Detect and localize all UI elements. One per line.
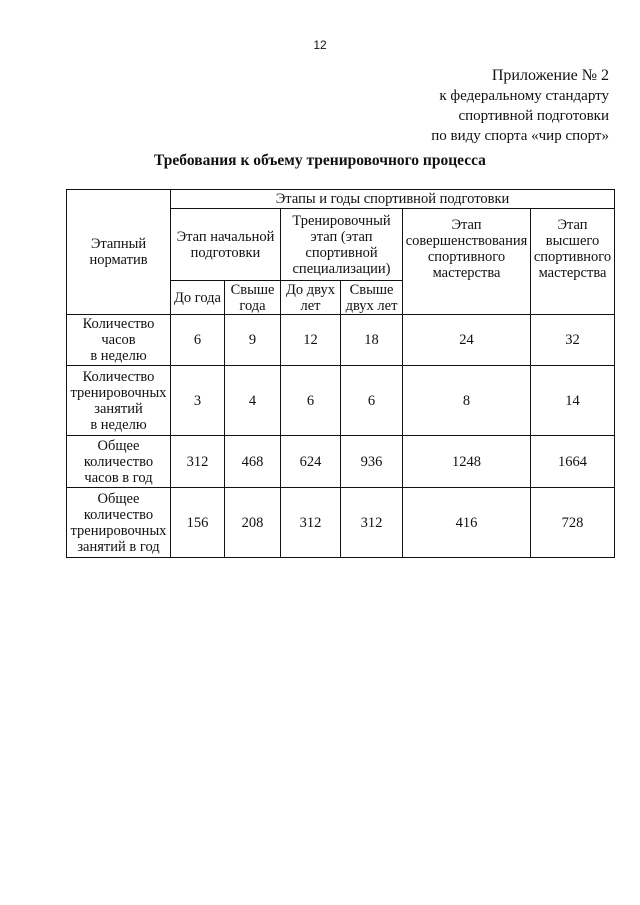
appendix-line: Приложение № 2 xyxy=(491,67,609,84)
cell-text-line: До года xyxy=(174,289,221,306)
cell-text-line: совершенствования xyxy=(405,233,528,249)
table-cell: 6 xyxy=(171,315,225,366)
cell-text-line: часов xyxy=(101,332,136,348)
cell-text-line: лет xyxy=(300,297,321,314)
cell-text-line: тренировочных xyxy=(70,384,167,401)
cell-text-line: часов в год xyxy=(84,469,153,486)
cell-text-line: Этап xyxy=(451,217,482,233)
table-cell: 728 xyxy=(531,488,615,558)
subheader-training-upto-two-years xyxy=(281,281,341,315)
table-cell: 312 xyxy=(341,488,403,558)
table-cell: 3 xyxy=(171,366,225,436)
table-cell: 1664 xyxy=(531,436,615,488)
cell-text-line: Тренировочный xyxy=(292,212,391,229)
table-cell: 6 xyxy=(281,366,341,436)
appendix-line: по виду спорта «чир спорт» xyxy=(431,128,609,144)
table-cell: 624 xyxy=(281,436,341,488)
cell-text-line: занятий в год xyxy=(77,538,160,555)
cell-text-line: спортивного xyxy=(427,249,506,265)
header-stage-improvement xyxy=(403,209,531,315)
row-label xyxy=(67,436,171,488)
table-cell: 6 xyxy=(341,366,403,436)
table-cell: 468 xyxy=(225,436,281,488)
cell-text-line: До двух xyxy=(286,281,335,298)
header-stage-initial xyxy=(171,209,281,281)
table-cell: 32 xyxy=(531,315,615,366)
appendix-line: спортивной подготовки xyxy=(458,108,609,124)
page-number: 12 xyxy=(313,38,327,52)
table-row xyxy=(67,315,615,366)
row-label xyxy=(67,366,171,436)
requirements-table xyxy=(66,189,615,558)
cell-text-line: норматив xyxy=(89,252,148,268)
cell-text-line: занятий xyxy=(94,400,143,417)
subheader-training-over-two-years xyxy=(341,281,403,315)
cell-text-line: спортивной xyxy=(305,244,378,261)
cell-text-line: Общее xyxy=(97,437,140,454)
cell-text-line: Общее xyxy=(97,490,140,507)
row-label xyxy=(67,488,171,558)
table-row xyxy=(67,366,615,436)
document-title: Требования к объему тренировочного процесса xyxy=(154,152,486,169)
header-stages-group: Этапы и годы спортивной подготовки xyxy=(171,190,615,209)
table-cell: 312 xyxy=(171,436,225,488)
cell-text-line: двух лет xyxy=(345,297,398,314)
table-body xyxy=(67,315,615,558)
table-cell: 936 xyxy=(341,436,403,488)
cell-text-line: тренировочных xyxy=(70,522,167,539)
table-row xyxy=(67,436,615,488)
cell-text-line: Количество xyxy=(82,368,155,385)
row-label xyxy=(67,315,171,366)
appendix-line: к федеральному стандарту xyxy=(439,88,609,104)
table-cell: 18 xyxy=(341,315,403,366)
table-cell: 208 xyxy=(225,488,281,558)
subheader-initial-upto-year xyxy=(171,281,225,315)
cell-text-line: этап (этап xyxy=(310,228,373,245)
table-cell: 312 xyxy=(281,488,341,558)
cell-text-line: подготовки xyxy=(190,244,261,261)
cell-text-line: специализации) xyxy=(292,260,391,277)
cell-text-line: Этап начальной xyxy=(176,228,275,245)
cell-text-line: Этапный xyxy=(90,236,147,252)
cell-text-line: мастерства xyxy=(432,265,501,281)
table-cell: 12 xyxy=(281,315,341,366)
subheader-initial-over-year xyxy=(225,281,281,315)
appendix-header xyxy=(431,66,609,146)
cell-text-line: количество xyxy=(83,453,154,470)
cell-text-line: в неделю xyxy=(90,416,147,433)
cell-text-line: количество xyxy=(83,506,154,523)
cell-text-line: спортивного xyxy=(533,249,612,265)
cell-text-line: Этап xyxy=(557,217,588,233)
table-cell: 24 xyxy=(403,315,531,366)
header-standard xyxy=(67,190,171,315)
cell-text-line: мастерства xyxy=(538,265,607,281)
cell-text-line: высшего xyxy=(545,233,600,249)
cell-text-line: Свыше xyxy=(349,281,394,298)
table-cell: 4 xyxy=(225,366,281,436)
cell-text-line: Свыше xyxy=(230,281,275,298)
header-stage-highest xyxy=(531,209,615,315)
table-cell: 416 xyxy=(403,488,531,558)
table-row xyxy=(67,488,615,558)
cell-text-line: Количество xyxy=(82,316,155,332)
table-cell: 8 xyxy=(403,366,531,436)
table-cell: 14 xyxy=(531,366,615,436)
table-cell: 1248 xyxy=(403,436,531,488)
header-stage-training xyxy=(281,209,403,281)
cell-text-line: года xyxy=(239,297,266,314)
table-cell: 9 xyxy=(225,315,281,366)
cell-text-line: в неделю xyxy=(90,348,147,364)
table-cell: 156 xyxy=(171,488,225,558)
